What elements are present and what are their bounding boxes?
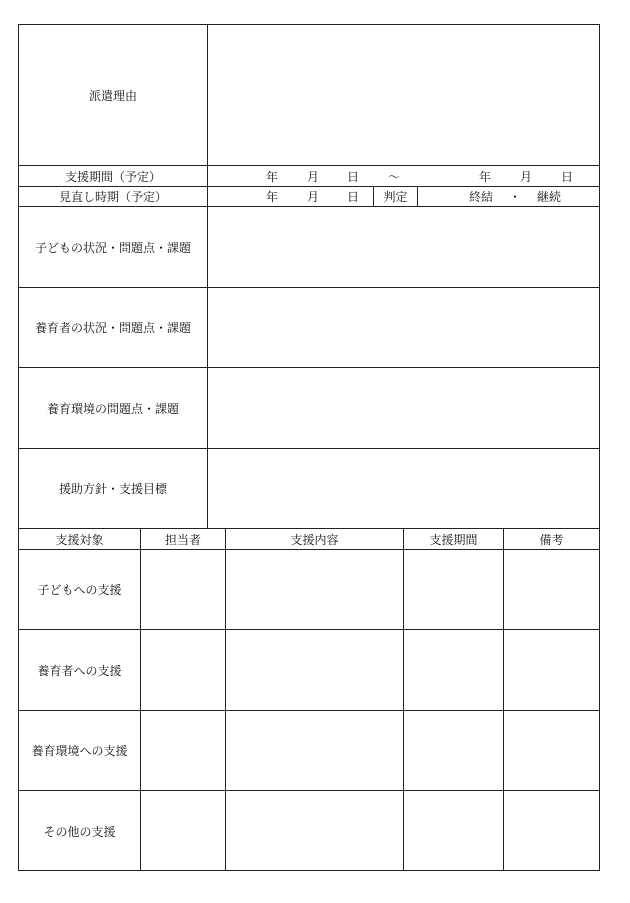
review-period-month: 月 xyxy=(306,190,319,204)
section-child-status-field[interactable] xyxy=(208,207,599,287)
table-header-period: 支援期間 xyxy=(429,532,478,547)
section-environment-field[interactable] xyxy=(208,368,599,448)
judgement-separator: ・ xyxy=(508,190,521,204)
judgement-label: 判定 xyxy=(383,190,408,204)
support-period-end-year: 年 xyxy=(478,169,491,184)
section-caregiver-status-field[interactable] xyxy=(208,288,599,367)
section-child-status-label: 子どもの状況・問題点・課題 xyxy=(34,240,191,255)
table-header-target: 支援対象 xyxy=(55,532,104,547)
table-row-caregiver-support: 養育者への支援 xyxy=(37,663,122,678)
section-environment-label: 養育環境の問題点・課題 xyxy=(46,401,179,416)
divider xyxy=(140,528,141,871)
table-row-environment-support: 養育環境への支援 xyxy=(31,744,128,758)
dispatch-reason-label: 派遣理由 xyxy=(88,88,137,103)
divider xyxy=(503,528,504,871)
assessment-form xyxy=(18,24,600,871)
judgement-continue-option[interactable]: 継続 xyxy=(536,190,561,204)
support-period-label: 支援期間（予定） xyxy=(64,169,161,184)
table-header-notes: 備考 xyxy=(539,532,564,547)
judgement-end-option[interactable]: 終結 xyxy=(468,190,493,204)
table-row-child-support: 子どもへの支援 xyxy=(37,583,122,597)
section-policy-goals-field[interactable] xyxy=(208,449,599,528)
review-period-label: 見直し時期（予定） xyxy=(58,190,167,204)
support-period-start-month: 月 xyxy=(306,169,319,184)
table-header-staff: 担当者 xyxy=(164,532,201,547)
support-period-start-year: 年 xyxy=(265,169,278,184)
support-period-start-day: 日 xyxy=(346,169,359,184)
divider xyxy=(417,186,418,206)
divider xyxy=(403,528,404,871)
table-row-other-support: その他の支援 xyxy=(43,824,116,839)
support-period-tilde: ～ xyxy=(387,169,400,184)
review-period-year: 年 xyxy=(265,190,278,204)
dispatch-reason-field[interactable] xyxy=(208,25,599,165)
section-caregiver-status-label: 養育者の状況・問題点・課題 xyxy=(34,321,191,335)
divider xyxy=(225,528,226,871)
support-period-end-month: 月 xyxy=(519,169,532,184)
review-period-day: 日 xyxy=(346,190,359,204)
table-header-content: 支援内容 xyxy=(290,532,339,547)
section-policy-goals-label: 援助方針・支援目標 xyxy=(58,482,167,496)
support-period-end-day: 日 xyxy=(560,169,573,184)
